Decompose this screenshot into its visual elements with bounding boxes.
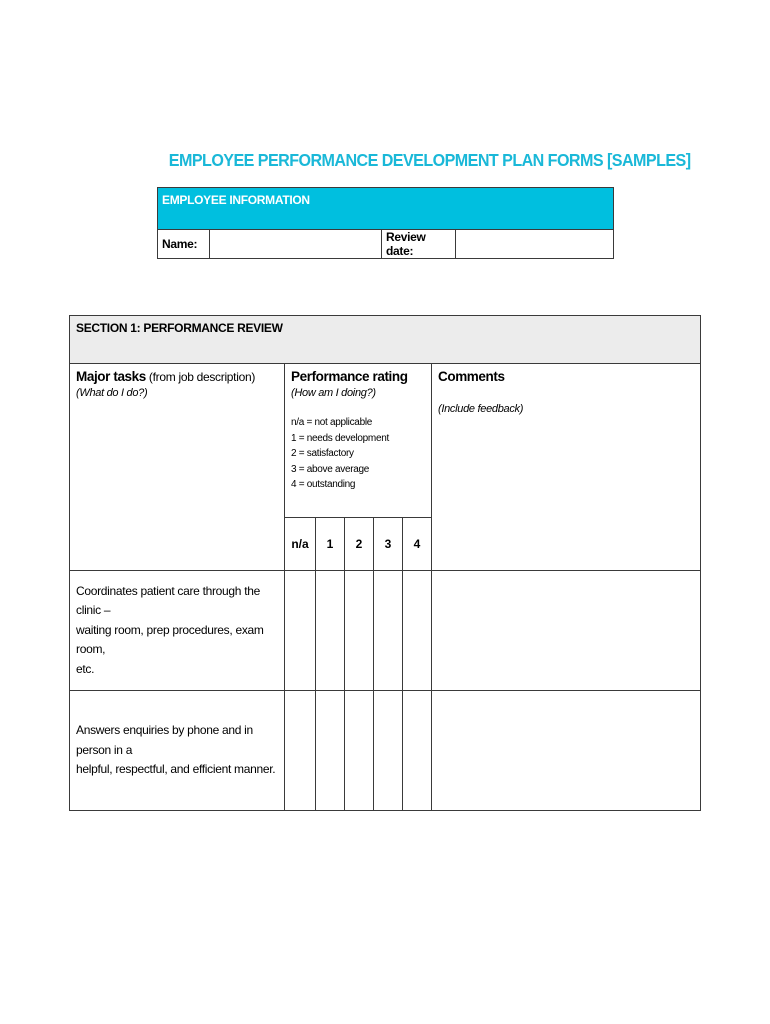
review-date-label: Review date: — [382, 230, 456, 259]
performance-rating-label: Performance rating — [291, 369, 408, 384]
comments-cell[interactable] — [432, 571, 701, 691]
section-title: SECTION 1: PERFORMANCE REVIEW — [70, 316, 701, 364]
rating-cell-3[interactable] — [374, 691, 403, 811]
rating-cell-4[interactable] — [403, 571, 432, 691]
legend-item: 4 = outstanding — [291, 479, 356, 490]
comments-header — [432, 364, 701, 571]
rating-cell-1[interactable] — [316, 691, 345, 811]
rating-cell-2[interactable] — [345, 691, 374, 811]
legend-item: n/a = not applicable — [291, 417, 373, 428]
name-label: Name: — [158, 230, 210, 259]
rating-cell-3[interactable] — [374, 571, 403, 691]
section-header-row — [70, 316, 701, 364]
performance-rating-prompt: (How am I doing?) — [291, 387, 376, 399]
task-description — [70, 571, 285, 691]
employee-information-row — [158, 230, 614, 259]
rating-cell-na[interactable] — [285, 691, 316, 811]
employee-information-header-row — [158, 188, 614, 230]
task-description — [70, 691, 285, 811]
rating-cell-na[interactable] — [285, 571, 316, 691]
task-row — [70, 691, 701, 811]
employee-information-header: EMPLOYEE INFORMATION — [158, 188, 614, 230]
rating-cell-2[interactable] — [345, 571, 374, 691]
legend-item: 3 = above average — [291, 463, 370, 475]
rating-legend — [291, 415, 425, 493]
rating-cell-1[interactable] — [316, 571, 345, 691]
comments-prompt: (Include feedback) — [438, 403, 524, 415]
rating-scale-4: 4 — [403, 518, 432, 571]
column-header-row — [70, 364, 701, 518]
legend-item: 2 = satisfactory — [291, 448, 354, 459]
performance-rating-header — [285, 364, 432, 518]
major-tasks-sub: (from job description) — [145, 370, 256, 384]
rating-scale-2: 2 — [345, 518, 374, 571]
document-title: EMPLOYEE PERFORMANCE DEVELOPMENT PLAN FORMS [SAMPLES] — [168, 150, 691, 170]
major-tasks-prompt: (What do I do?) — [76, 387, 148, 399]
task-text-line: Answers enquiries by phone and in person in a — [76, 723, 253, 757]
task-text-line: helpful, respectful, and efficient manner. — [76, 762, 276, 777]
major-tasks-header — [70, 364, 285, 571]
rating-scale-1: 1 — [316, 518, 345, 571]
rating-cell-4[interactable] — [403, 691, 432, 811]
rating-scale-na: n/a — [285, 518, 316, 571]
task-text-line: waiting room, prep procedures, exam room, — [76, 622, 264, 657]
rating-scale-3: 3 — [374, 518, 403, 571]
task-text-line: Coordinates patient care through the clinic – — [76, 583, 260, 618]
comments-label: Comments — [438, 369, 505, 384]
review-date-field[interactable] — [456, 230, 614, 259]
task-text-line: etc. — [76, 661, 95, 676]
employee-information-table — [157, 187, 614, 259]
major-tasks-label: Major tasks — [76, 369, 146, 384]
performance-review-table — [69, 315, 701, 811]
task-row — [70, 571, 701, 691]
comments-cell[interactable] — [432, 691, 701, 811]
legend-item: 1 = needs development — [291, 432, 389, 444]
name-field[interactable] — [210, 230, 382, 259]
